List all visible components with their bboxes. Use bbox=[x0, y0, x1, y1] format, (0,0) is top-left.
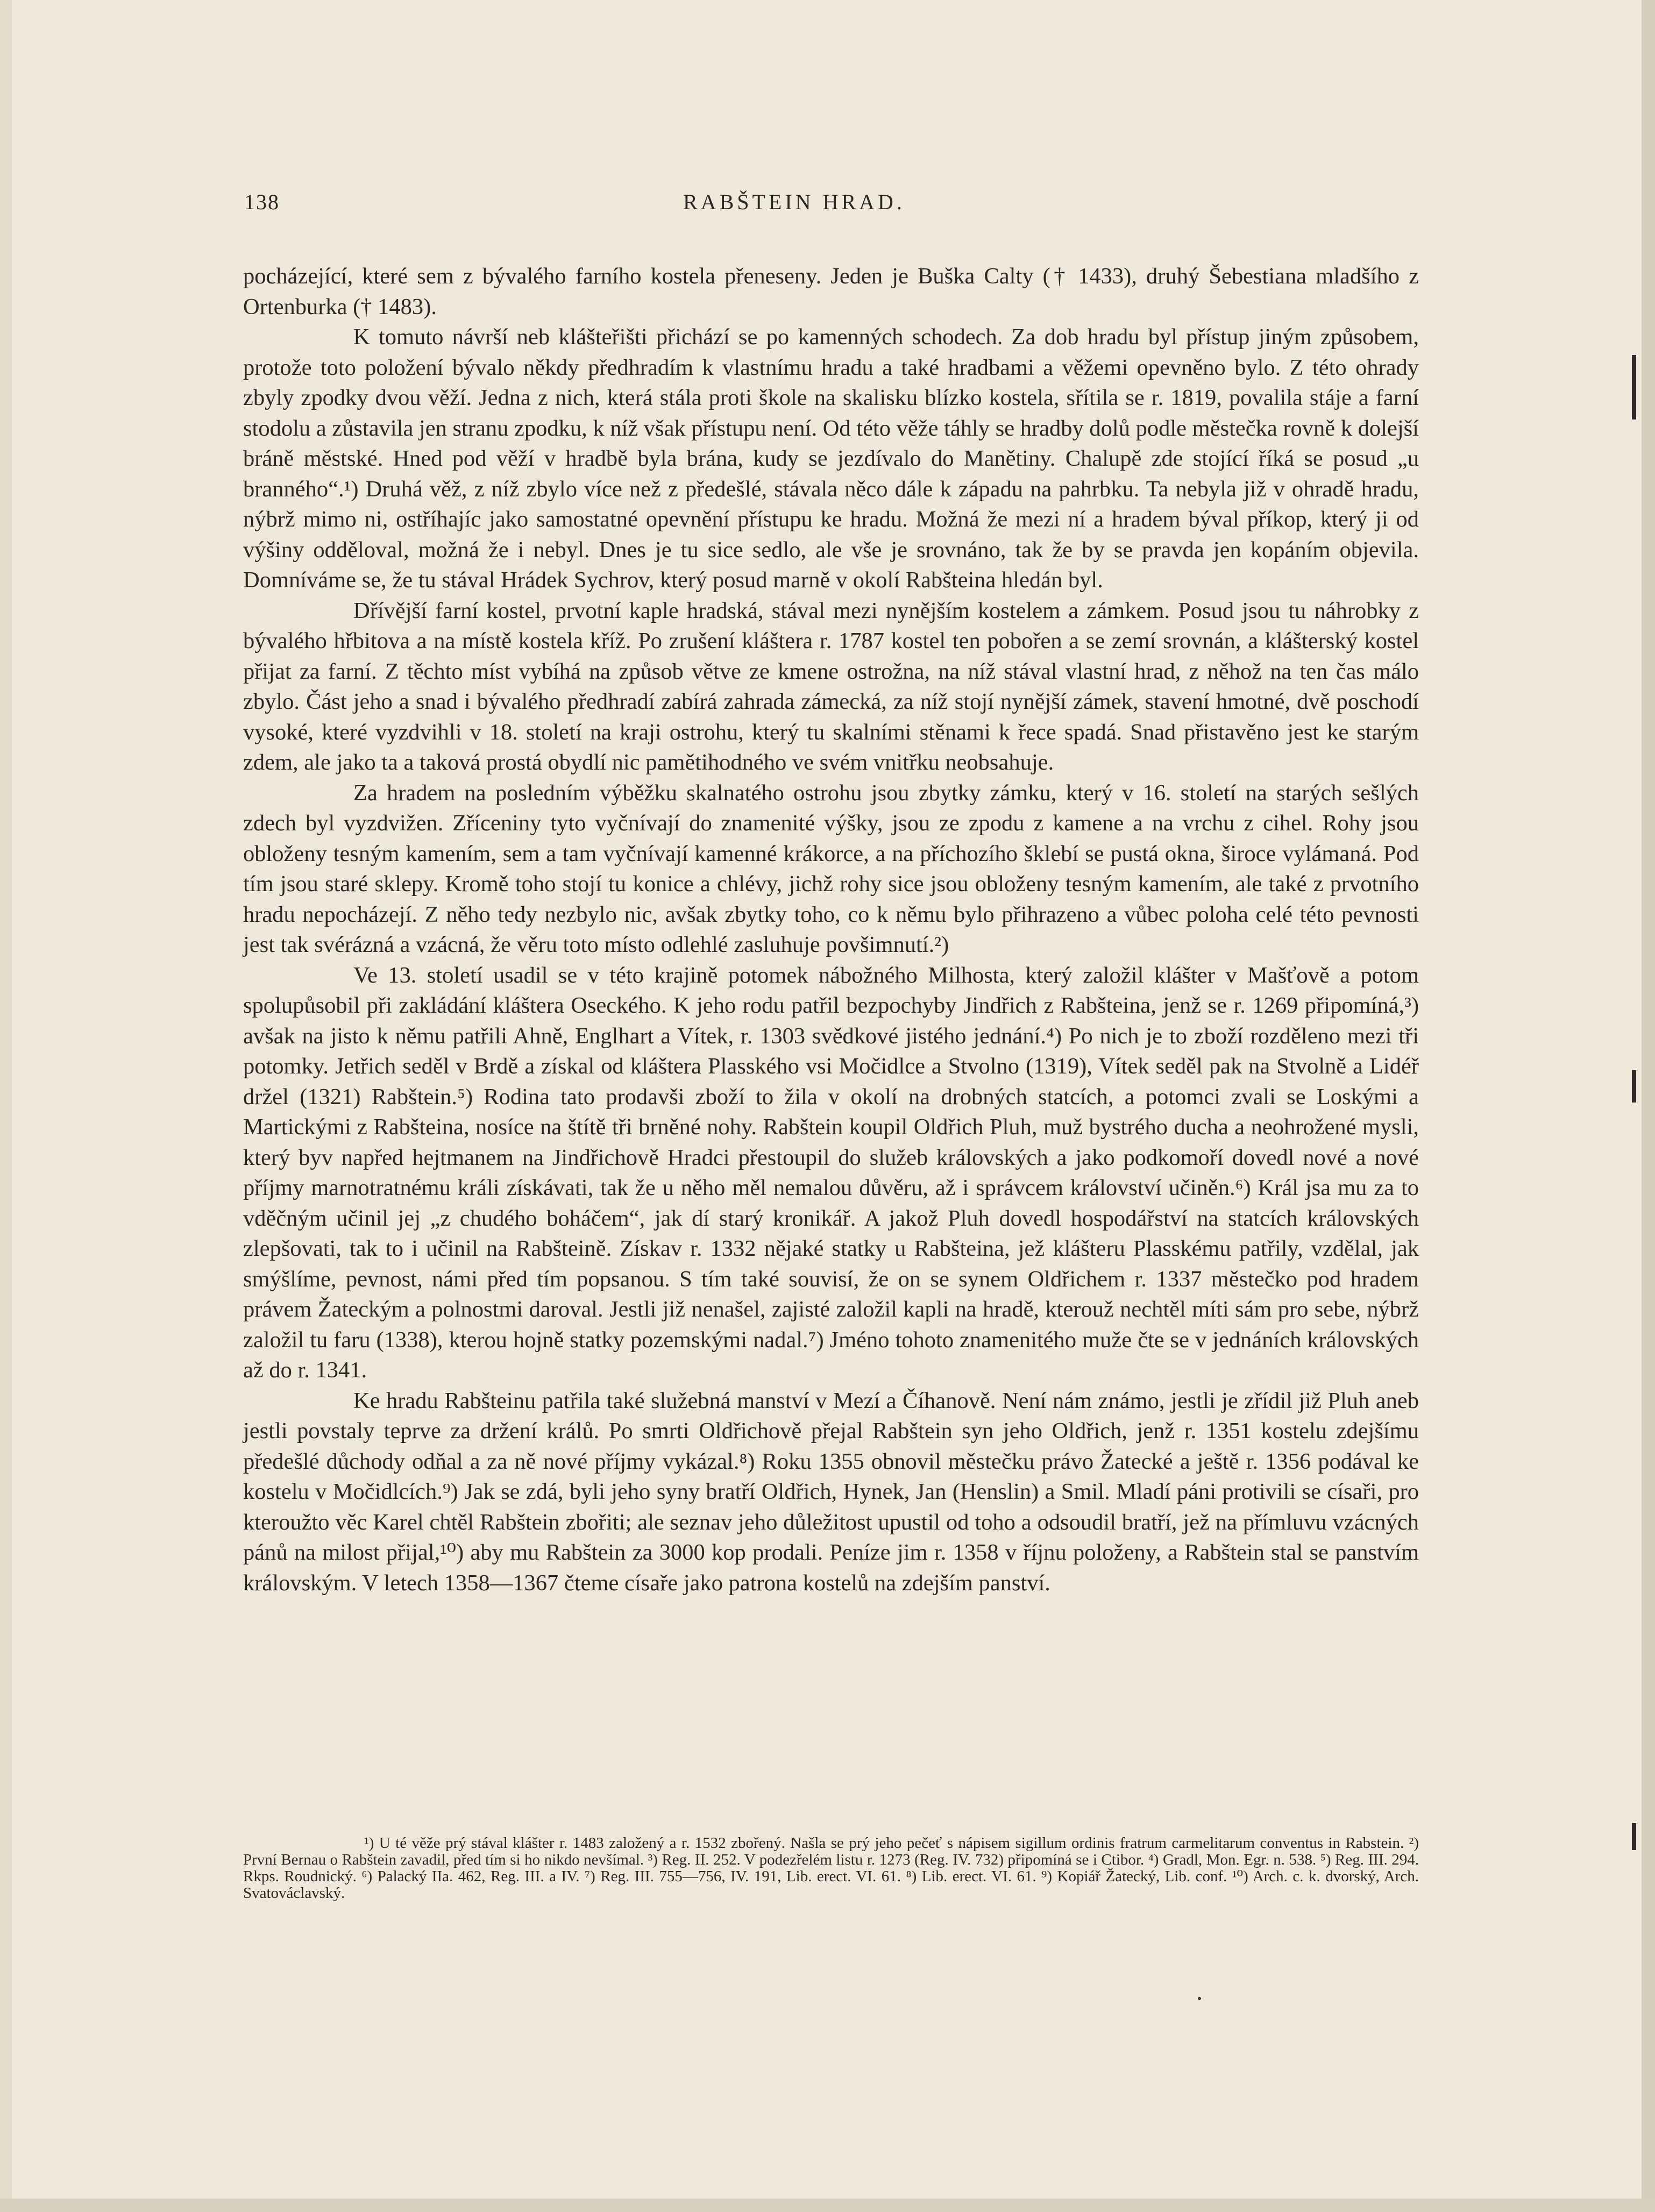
paragraph: Dřívější farní kostel, prvotní kaple hradská, stával mezi nynějším kostelem a zámkem. Posud jsou tu náhrobky z bývalého hřbitova a na místě kostela kříž. Po zrušení kláštera r. 1787 kostel ten pobořen a se zemí srovnán, a klášterský kostel přijat za farní. Z těchto míst vybíhá na způsob větve ze kmene ostrožna, na níž stával vlastní hrad, z něhož na ten čas málo zbylo. Část jeho a snad i bývalého předhradí zabírá zahrada zámecká, za níž stojí nynější zámek, stavení hmotné, dvě poschodí vysoké, které vyzdvihli v 18. století na kraji ostrohu, který tu skalními stěnami k řece spadá. Snad přistavěno jest ke starým zdem, ale jako ta a taková prostá obydlí nic pamětihodného ve svém vnitřku neobsahuje. bbox=[243, 598, 1419, 775]
page-edge-right bbox=[1642, 0, 1655, 2212]
paragraph: Ve 13. století usadil se v této krajině potomek nábožného Milhosta, který založil klášter v Mašťově a potom spolupůsobil při zakládání kláštera Oseckého. K jeho rodu patřil bezpochyby Jindřich z Rabšteina, jenž se r. 1269 připomíná,³) avšak na jisto k němu patřili Ahně, Englhart a Vítek, r. 1303 svědkové jistého jednání.⁴) Po nich je to zboží rozděleno mezi tři potomky. Jetřich seděl v Brdě a získal od kláštera Plasského vsi Močidlce a Stvolno (1319), Vítek seděl pak na Stvolně a Lidéř držel (1321) Rabštein.⁵) Rodina tato prodavši zboží to žila v okolí na drobných statcích, a potomci zvali se Loskými a Martickými z Rabšteina, nosíce na štítě tři brněné nohy. Rabštein koupil Oldřich Pluh, muž bystrého ducha a neohrožené mysli, který byv napřed hejtmanem na Jindřichově Hradci přestoupil do služeb královských a jako podkomoří dovedl nové a nové příjmy marnotratnému králi získávati, tak že u něho měl nemalou důvěru, až i správcem království učiněn.⁶) Král jsa mu za to vděčným učinil jej „z chudého boháčem“, jak dí starý kronikář. A jakož Pluh dovedl hospodářství na statcích královských zlepšovati, tak to i učinil na Rabšteině. Získav r. 1332 nějaké statky u Rabšteina, jež klášteru Plasskému patřily, vzdělal, jak smýšlíme, pevnost, námi před tím popsanou. S tím také souvisí, že on se synem Oldřichem r. 1337 městečko pod hradem právem Žateckým a polnostmi daroval. Jestli již nenašel, zajisté založil kapli na hradě, kterouž nechtěl míti sám pro sebe, nýbrž založil tu faru (1338), kterou hojně statky pozemskými nadal.⁷) Jméno tohoto znamenitého muže čte se v jednáních královských až do r. 1341. bbox=[243, 962, 1419, 1383]
footnote-text: ¹) U té věže prý stával klášter r. 1483 založený a r. 1532 zbořený. Našla se prý jeho pečeť s nápisem sigillum ordinis fratrum carmelitarum conventus in Rabstein. ²) První Bernau o Rabštein zavadil, před tím si ho nikdo nevšímal. ³) Reg. II. 252. V podezřelém listu r. 1273 (Reg. IV. 732) připomíná se i Ctibor. ⁴) Gradl, Mon. Egr. n. 538. ⁵) Reg. III. 294. Rkps. Roudnický. ⁶) Palacký IIa. 462, Reg. III. a IV. ⁷) Reg. III. 755—756, IV. 191, Lib. erect. VI. 61. ⁸) Lib. erect. VI. 61. ⁹) Kopiář Žatecký, Lib. conf. ¹⁰) Arch. c. k. dvorský, Arch. Svatováclavský. bbox=[243, 1834, 1419, 1902]
paragraph: Za hradem na posledním výběžku skalnatého ostrohu jsou zbytky zámku, který v 16. století na starých sešlých zdech byl vyzdvižen. Zříceniny tyto vyčnívají do znamenité výšky, jsou ze zpodu z kamene a na vrchu z cihel. Rohy jsou obloženy tesným kamením, sem a tam vyčnívají kamenné krákorce, a na příchozího šklebí se pustá okna, široce vylámaná. Pod tím jsou staré sklepy. Kromě toho stojí tu konice a chlévy, jichž rohy sice jsou obloženy tesným kamením, ale také z prvotního hradu nepocházejí. Z něho tedy nezbylo nic, avšak zbytky toho, co k němu bylo přihrazeno a vůbec poloha celé této pevnosti jest tak svérázná a vzácná, že věru toto místo odlehlé zasluhuje povšimnutí.²) bbox=[243, 780, 1419, 957]
page-edge-bottom bbox=[0, 2199, 1655, 2212]
body-text bbox=[243, 261, 1419, 1598]
binding-mark bbox=[1632, 1070, 1636, 1103]
binding-mark bbox=[1632, 1823, 1636, 1850]
page-edge-left bbox=[0, 0, 12, 2212]
footnotes bbox=[243, 1835, 1419, 1902]
running-title: RABŠTEIN HRAD. bbox=[683, 190, 905, 214]
page-number: 138 bbox=[244, 190, 280, 214]
paragraph: K tomuto návrší neb klášteřišti přichází se po kamenných schodech. Za dob hradu byl přístup jiným způsobem, protože toto položení bývalo někdy předhradím k vlastnímu hradu a také hradbami a věžemi opevněno bylo. Z této ohrady zbyly zpodky dvou věží. Jedna z nich, která stála proti škole na skalisku blízko kostela, sřítila se r. 1819, povalila stáje a farní stodolu a zůstavila jen stranu zpodku, k níž však přístupu není. Od této věže táhly se hradby dolů podle městečka rovně k dolejší bráně městské. Hned pod věží v hradbě byla brána, kudy se jezdívalo do Manětiny. Chalupě zde stojící říká se posud „u branného“.¹) Druhá věž, z níž zbylo více než z předešlé, stávala něco dále k západu na pahrbku. Ta nebyla již v ohradě hradu, nýbrž mimo ni, ostříhajíc jako samostatné opevnění přístupu ke hradu. Možná že mezi ní a hradem býval příkop, který ji od výšiny odděloval, možná že i nebyl. Dnes je tu sice sedlo, ale vše je srovnáno, tak že by se pravda jen kopáním objevila. Domníváme se, že tu stával Hrádek Sychrov, který posud marně v okolí Rabšteina hledán byl. bbox=[243, 324, 1419, 593]
binding-mark bbox=[1632, 355, 1636, 419]
ink-dot bbox=[1198, 1997, 1201, 2000]
paragraph: Ke hradu Rabšteinu patřila také služebná manství v Mezí a Číhanově. Není nám známo, jestli je zřídil již Pluh aneb jestli povstaly teprve za držení králů. Po smrti Oldřichově přejal Rabštein syn jeho Oldřich, jenž r. 1351 kostelu zdejšímu předešlé důchody odňal a za ně nové příjmy vykázal.⁸) Roku 1355 obnovil městečku právo Žatecké a ještě r. 1356 podával ke kostelu v Močidlcích.⁹) Jak se zdá, byli jeho syny bratří Oldřich, Hynek, Jan (Henslin) a Smil. Mladí páni protivili se císaři, pro kteroužto věc Karel chtěl Rabštein zbořiti; ale seznav jeho důležitost upustil od toho a odsoudil bratří, jež na přímluvu vzácných pánů na milost přijal,¹⁰) aby mu Rabštein za 3000 kop prodali. Peníze jim r. 1358 v říjnu položeny, a Rabštein stal se panstvím královským. V letech 1358—1367 čteme císaře jako patrona kostelů na zdejším panství. bbox=[243, 1388, 1419, 1596]
paragraph: pocházející, které sem z bývalého farního kostela přeneseny. Jeden je Buška Calty († 1433), druhý Šebestiana mladšího z Ortenburka († 1483). bbox=[243, 264, 1419, 319]
